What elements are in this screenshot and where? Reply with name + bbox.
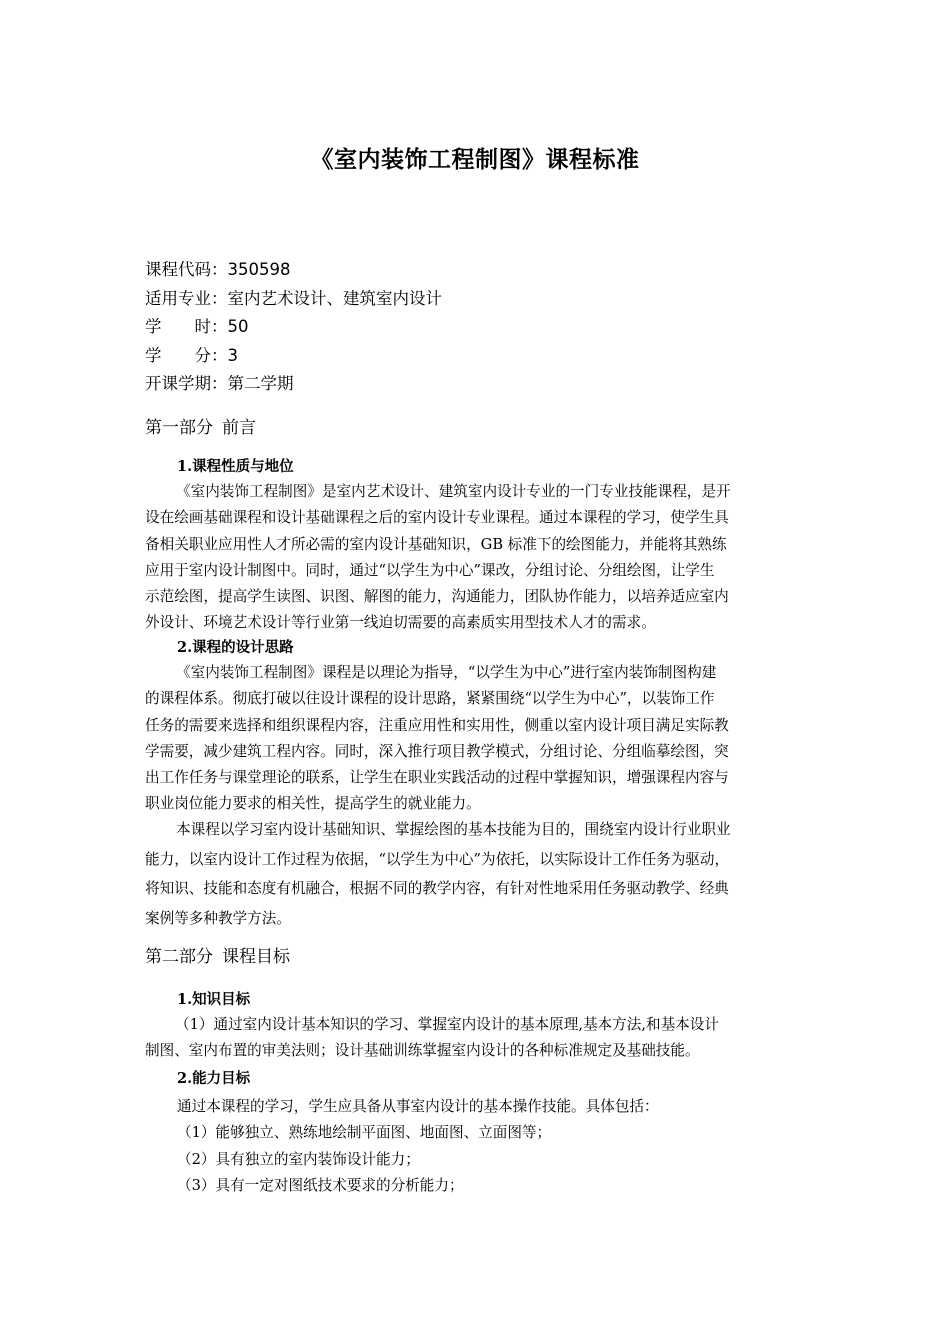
- course-credits-value: ：3: [211, 345, 238, 365]
- section-ability-heading: 2.能力目标: [177, 1070, 251, 1087]
- paragraph-line: 的课程体系。彻底打破以往设计课程的设计思路，紧紧围绕“以学生为中心”，以装饰工作: [145, 690, 715, 708]
- paragraph-line: 外设计、环境艺术设计等行业第一线迫切需要的高素质实用型技术人才的需求。: [145, 614, 656, 632]
- paragraph-design: [145, 660, 818, 818]
- course-hours: [145, 313, 442, 342]
- part2-heading: [145, 942, 290, 967]
- paragraph-line: 案例等多种教学方法。: [145, 909, 291, 927]
- course-credits: [145, 342, 442, 371]
- document-title: 《室内装饰工程制图》课程标准: [310, 147, 640, 173]
- paragraph-line: 《室内装饰工程制图》是室内艺术设计、建筑室内设计专业的一门专业技能课程，是开: [176, 483, 731, 500]
- course-hours-value: ：50: [211, 317, 249, 337]
- section-design-heading: 2.课程的设计思路: [177, 639, 294, 656]
- course-code: 课程代码：350598: [145, 260, 291, 279]
- paragraph-method: [145, 815, 818, 933]
- section-nature-heading: 1.课程性质与地位: [177, 458, 294, 475]
- course-credits-key: 学 分: [145, 345, 211, 365]
- paragraph-nature: [145, 479, 818, 637]
- paragraph-line: 学需要，减少建筑工程内容。同时，深入推行项目教学模式，分组讨论、分组临摹绘图，突: [145, 742, 729, 760]
- paragraph-line: 本课程以学习室内设计基础知识、掌握绘图的基本技能为目的，围绕室内设计行业职业: [176, 821, 731, 838]
- paragraph-line: 出工作任务与课堂理论的联系，让学生在职业实践活动的过程中掌握知识，增强课程内容与: [145, 769, 729, 787]
- paragraph-line: 备相关职业应用性人才所必需的室内设计基础知识，GB 标准下的绘图能力，并能将其熟练: [145, 535, 727, 553]
- paragraph-line: 制图、室内布置的审美法则；设计基础训练掌握室内设计的各种标准规定及基础技能。: [145, 1042, 700, 1060]
- section-knowledge-heading: 1.知识目标: [177, 991, 251, 1008]
- paragraph-line: 应用于室内设计制图中。同时，通过“以学生为中心”课改，分组讨论、分组绘图，让学生: [145, 561, 715, 579]
- paragraph-line: 能力，以室内设计工作过程为依据，“以学生为中心”为依托，以实际设计工作任务为驱动，: [145, 850, 730, 868]
- part1-name: 前言: [222, 418, 256, 438]
- paragraph-line: 任务的需要来选择和组织课程内容，注重应用性和实用性，侧重以室内设计项目满足实际教: [145, 716, 729, 734]
- paragraph-line: （1）通过室内设计基本知识的学习、掌握室内设计的基本原理,基本方法,和基本设计: [175, 1016, 719, 1033]
- part2-name: 课程目标: [222, 947, 290, 967]
- course-info: [145, 256, 442, 399]
- course-major: 适用专业：室内艺术设计、建筑室内设计: [145, 288, 442, 308]
- paragraph-line: 《室内装饰工程制图》课程是以理论为指导，“以学生为中心”进行室内装饰制图构建: [176, 664, 717, 681]
- paragraph-line: 示范绘图，提高学生读图、识图、解图的能力，沟通能力，团队协作能力，以培养适应室内: [145, 588, 729, 606]
- part2-label: 第二部分: [145, 947, 213, 967]
- course-term: 开课学期：第二学期: [145, 374, 294, 394]
- list-item: （3）具有一定对图纸技术要求的分析能力；: [177, 1176, 464, 1194]
- paragraph-line: 将知识、技能和态度有机融合，根据不同的教学内容，有针对性地采用任务驱动教学、经典: [145, 880, 729, 897]
- part1-label: 第一部分: [145, 418, 213, 438]
- ability-list: [177, 1094, 659, 1199]
- part1-heading: [145, 413, 256, 438]
- list-item: 通过本课程的学习，学生应具备从事室内设计的基本操作技能。具体包括：: [177, 1098, 659, 1115]
- paragraph-line: 职业岗位能力要求的相关性，提高学生的就业能力。: [145, 795, 481, 813]
- course-hours-key: 学 时: [145, 317, 211, 337]
- list-item: （1）能够独立、熟练地绘制平面图、地面图、立面图等；: [177, 1124, 552, 1142]
- paragraph-line: 设在绘画基础课程和设计基础课程之后的室内设计专业课程。通过本课程的学习，使学生具: [145, 509, 729, 527]
- paragraph-knowledge: [145, 1012, 818, 1065]
- list-item: （2）具有独立的室内装饰设计能力；: [177, 1150, 420, 1168]
